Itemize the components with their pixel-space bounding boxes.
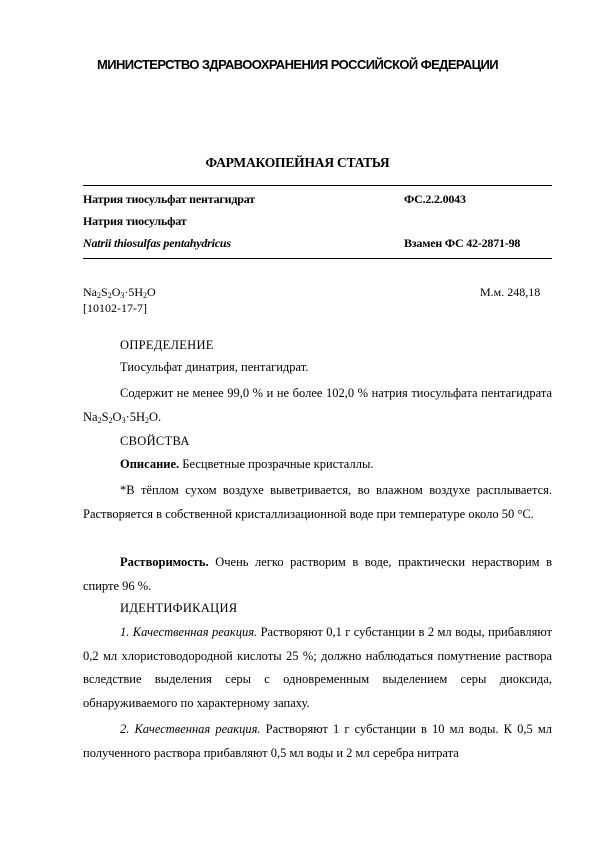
section-properties: СВОЙСТВА xyxy=(120,434,190,448)
identification-test-1-label: 1. Качественная реакция. xyxy=(120,625,258,639)
definition-text-2: Содержит не менее 99,0 % и не более 102,0 % натрия тиосульфата пентагидрата xyxy=(120,386,552,400)
identification-test-1-text: Растворяют 0,1 г субстанции в 2 мл воды, прибавляют 0,2 мл хлористоводородной кислоты 25 %; должно наблюдаться помутнение раствора вследствие выделения серы с одновременным выделением серы диоксида, обнаруживаемого по характерному запаху. xyxy=(83,625,552,710)
definition-text-1: Тиосульфат динатрия, пентагидрат. xyxy=(120,360,309,374)
identification-test-2 xyxy=(83,718,552,765)
definition-paragraph-1 xyxy=(83,356,552,380)
definition-formula: $Na_2S_2O_3\cdot 5H_2O$. xyxy=(83,409,162,425)
description-text: Бесцветные прозрачные кристаллы. xyxy=(179,457,374,471)
section-identification: ИДЕНТИФИКАЦИЯ xyxy=(120,601,238,615)
identification-test-2-label: 2. Качественная реакция. xyxy=(120,722,261,736)
header-top-rule xyxy=(83,185,552,186)
monograph-name-latin: Natrii thiosulfas pentahydricus xyxy=(83,236,231,250)
identification-test-1 xyxy=(83,621,552,715)
description-note-paragraph xyxy=(83,479,552,526)
description-note: *В тёплом сухом воздухе выветривается, во влажном воздухе расплывается. Растворяется в собственной кристаллизационной воде при температуре около 50 °С. xyxy=(83,483,552,521)
replaces-note: Взамен ФС 42-2871-98 xyxy=(404,236,521,250)
document-title: ФАРМАКОПЕЙНАЯ СТАТЬЯ xyxy=(205,155,390,170)
identification-test-2-text: Растворяют 1 г субстанции в 10 мл воды. К 0,5 мл полученного раствора прибавляют 0,5 мл воды и 2 мл серебра нитрата xyxy=(83,722,552,760)
cas-number: [10102-17-7] xyxy=(83,301,147,315)
chemical-formula: $Na_2S_2O_3\cdot 5H_2O$ xyxy=(83,285,156,300)
solubility-text: Очень легко растворим в воде, практически нерастворим в спирте 96 %. xyxy=(83,555,552,593)
description-label: Описание. xyxy=(120,457,180,471)
solubility-label: Растворимость. xyxy=(120,555,209,569)
monograph-synonym: Натрия тиосульфат xyxy=(83,214,187,228)
description-paragraph xyxy=(83,453,552,477)
header-bottom-rule xyxy=(83,258,552,259)
monograph-code: ФС.2.2.0043 xyxy=(404,192,466,206)
monograph-name-ru: Натрия тиосульфат пентагидрат xyxy=(83,192,255,206)
solubility-paragraph xyxy=(83,551,552,598)
definition-paragraph-2 xyxy=(83,382,552,429)
ministry-heading: МИНИСТЕРСТВО ЗДРАВООХРАНЕНИЯ РОССИЙСКОЙ ФЕДЕРАЦИИ xyxy=(96,57,499,72)
section-definition: ОПРЕДЕЛЕНИЕ xyxy=(120,338,214,352)
molecular-mass: М.м. 248,18 xyxy=(480,285,541,299)
